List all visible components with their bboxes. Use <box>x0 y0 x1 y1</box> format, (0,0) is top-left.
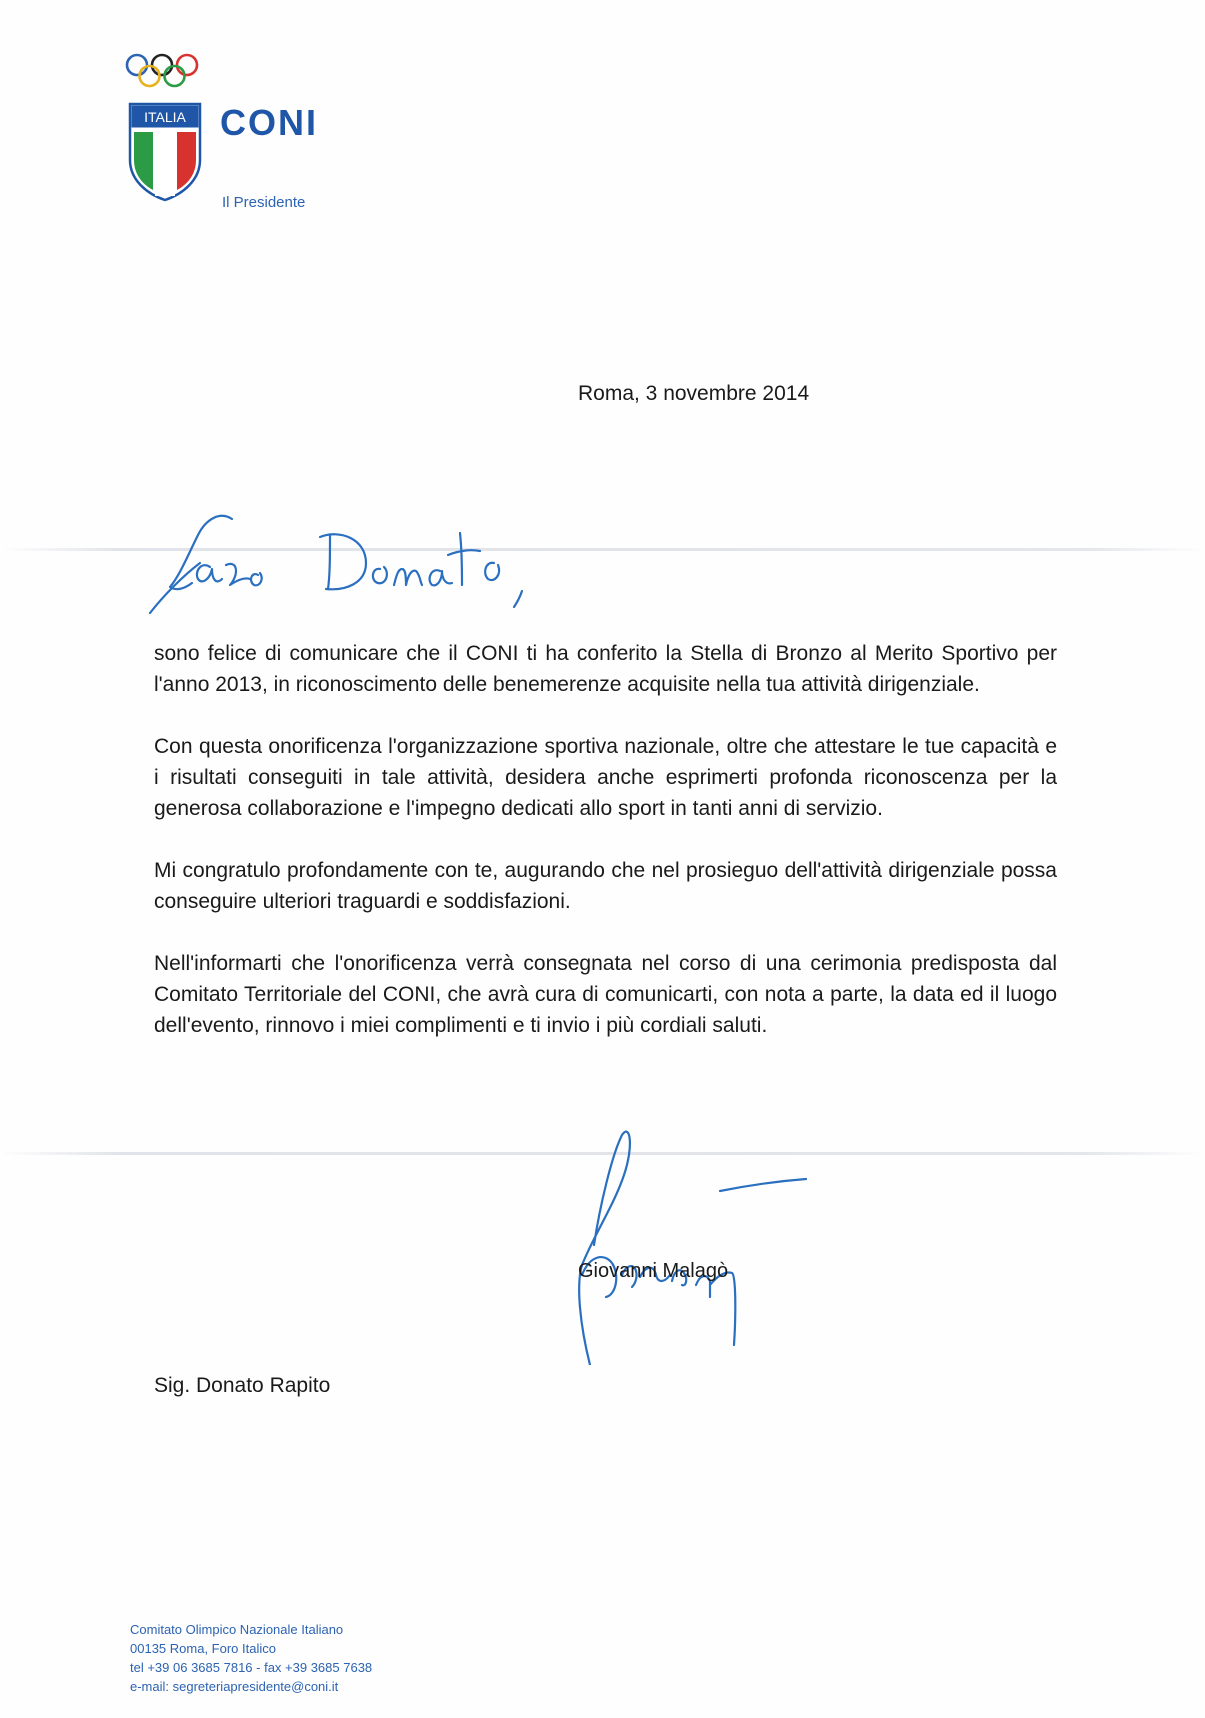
letterhead-role: Il Presidente <box>222 194 306 211</box>
handwritten-signature <box>560 1125 880 1365</box>
body-paragraph: Nell'informarti che l'onorificenza verrà consegnata nel corso di una cerimonia predisposta dal Comitato Territoriale del CONI, che avrà cura di comunicarti, con nota a parte, la data ed il luogo dell'evento, rinnovo i miei complimenti e ti invio i più cordiali saluti. <box>154 952 1057 1037</box>
letter-body <box>154 638 1057 1072</box>
recipient-name: Sig. Donato Rapito <box>154 1374 331 1397</box>
svg-text:ITALIA: ITALIA <box>144 109 186 125</box>
footer-organization: Comitato Olimpico Nazionale Italiano <box>130 1622 344 1637</box>
letterhead-footer <box>130 1620 372 1696</box>
italia-shield-icon <box>128 102 202 202</box>
coni-logo <box>120 52 340 222</box>
signer-name: Giovanni Malagò <box>578 1260 729 1282</box>
body-paragraph: sono felice di comunicare che il CONI ti ha conferito la Stella di Bronzo al Merito Sportivo per l'anno 2013, in riconoscimento delle benemerenze acquisite nella tua attività dirigenziale. <box>154 642 1057 696</box>
footer-address: 00135 Roma, Foro Italico <box>130 1641 276 1656</box>
body-paragraph: Mi congratulo profondamente con te, augurando che nel prosieguo dell'attività dirigenziale possa conseguire ulteriori traguardi e soddisfazioni. <box>154 859 1057 913</box>
olympic-rings-icon <box>124 52 204 92</box>
footer-phone-fax: tel +39 06 3685 7816 - fax +39 3685 7638 <box>130 1660 373 1675</box>
organization-name: CONI <box>220 102 318 143</box>
date-line: Roma, 3 novembre 2014 <box>578 382 810 405</box>
handwritten-salutation <box>140 505 540 615</box>
body-paragraph: Con questa onorificenza l'organizzazione sportiva nazionale, oltre che attestare le tue capacità e i risultati conseguiti in tale attività, desidera anche esprimerti profonda riconoscenza per la generosa collaborazione e l'impegno dedicati allo sport in tanti anni di servizio. <box>154 735 1057 820</box>
footer-email: e-mail: segreteriapresidente@coni.it <box>130 1679 339 1694</box>
